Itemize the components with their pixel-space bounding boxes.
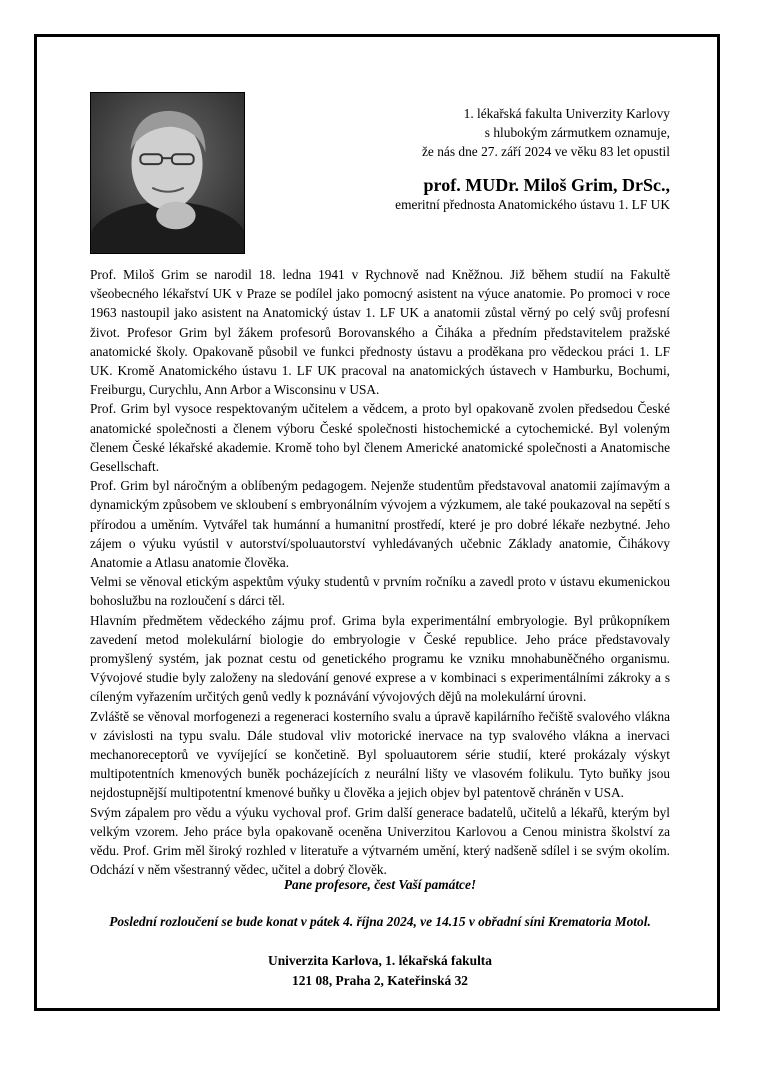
tribute-line: Pane profesore, čest Vaší památce!	[283, 877, 477, 892]
header-faculty: 1. lékařská fakulta Univerzity Karlovy	[463, 106, 670, 121]
header-date: že nás dne 27. září 2024 ve věku 83 let opustil	[421, 144, 670, 159]
portrait-photo	[90, 92, 245, 254]
obituary-body	[90, 265, 670, 880]
paragraph-research: Hlavním předmětem vědeckého zájmu prof. Grima byla experimentální embryologie. Byl průkopníkem zavedení metod molekulární biologie do embryologie v České republice. Jeho práce představovaly promyšlený systém, jak poznat cestu od genetického programu ke vzniku mnohabuněčného organismu. Vývojové studie byly založeny na sledování genové exprese a v kombinaci s experimentálními zákroky a s cíleným vyřazením určitých genů vedly k poznávání vývojových dějů na molekulární úrovni.	[90, 612, 670, 705]
footer-institution: Univerzita Karlova, 1. lékařská fakulta	[268, 953, 492, 968]
deceased-name: prof. MUDr. Miloš Grim, DrSc.,	[423, 175, 670, 195]
header-announce: s hlubokým zármutkem oznamuje,	[484, 125, 670, 140]
paragraph-morphogenesis: Zvláště se věnoval morfogenezi a regeneraci kosterního svalu a úpravě kapilárního řečiště svalového vlákna v závislosti na typu svalu. Dále studoval vliv motorické inervace na typ svalového vlákna a inervaci mechanoreceptorů ve vyvíjející se končetině. Byl spoluautorem série studií, které prokázaly výskyt multipotentních kmenových buněk pocházejících z neurální lišty ve vlasovém folikulu. Tyto buňky jsou nejdostupnější multipotentní kmenové buňky u člověka a jejich objev byl patentově chráněn v USA.	[90, 708, 670, 801]
deceased-role: emeritní přednosta Anatomického ústavu 1. LF UK	[395, 197, 670, 212]
footer-street: 121 08, Praha 2, Kateřinská 32	[292, 973, 468, 988]
paragraph-ethics: Velmi se věnoval etickým aspektům výuky studentů v prvním ročníku a zavedl proto v ústavu ekumenickou bohoslužbu na rozloučení s dárci těl.	[90, 574, 670, 609]
footer-address	[90, 951, 670, 991]
paragraph-pedagogy: Prof. Grim byl náročným a oblíbeným pedagogem. Nejenže studentům představoval anatomii zajímavým a dynamickým způsobem ve skloubení s embryonálním vývojem a výzkumem, ale také poukazoval na sepětí s přírodou a uměním. Vytvářel tak humánní a humanitní prostředí, které je pro dobré lékaře nezbytné. Jeho zájem o výuku vyústil v autorství/spoluautorství vyhledávaných učebnic Základy anatomie, Čihákovy Anatomie a Atlasu anatomie člověka.	[90, 478, 670, 571]
announcement-header	[270, 104, 670, 213]
paragraph-biography: Prof. Miloš Grim se narodil 18. ledna 1941 v Rychnově nad Kněžnou. Již během studií na Fakultě všeobecného lékařství UK v Praze se podílel jako pomocný asistent na výuce anatomie. Po promoci v roce 1963 nastoupil jako asistent na Anatomický ústav 1. LF UK a anatomii zůstal věrný po celý svůj profesní život. Profesor Grim byl žákem profesorů Borovanského a Čiháka a předním představitelem pražské anatomické školy. Opakovaně působil ve funkci přednosty ústavu a proděkana pro vědeckou práci 1. LF UK. Kromě Anatomického ústavu 1. LF UK pracoval na anatomických ústavech v Hamburku, Bochumi, Freiburgu, Curychlu, Ann Arbor a Wisconsinu v USA.	[90, 267, 670, 398]
paragraph-legacy: Svým zápalem pro vědu a výuku vychoval prof. Grim další generace badatelů, učitelů a lékařů, kterým byl velkým vzorem. Jeho práce byla opakovaně oceněna Univerzitou Karlovou a Cenou ministra školství za vědu. Prof. Grim měl široký rozhled v literatuře a výtvarném umění, který nadšeně sdílel i se svým okolím. Odchází v něm všestranný vědec, učitel a dobrý člověk.	[90, 804, 670, 878]
farewell-line: Poslední rozloučení se bude konat v pátek 4. října 2024, ve 14.15 v obřadní síni Krematoria Motol.	[109, 914, 651, 929]
paragraph-recognition: Prof. Grim byl vysoce respektovaným učitelem a vědcem, a proto byl opakovaně zvolen předsedou České anatomické společnosti a členem výboru České společnosti histochemické a cytochemické. Byl voleným členem České lékařské akademie. Kromě toho byl členem Americké anatomické společnosti a Anatomische Gesellschaft.	[90, 401, 670, 475]
